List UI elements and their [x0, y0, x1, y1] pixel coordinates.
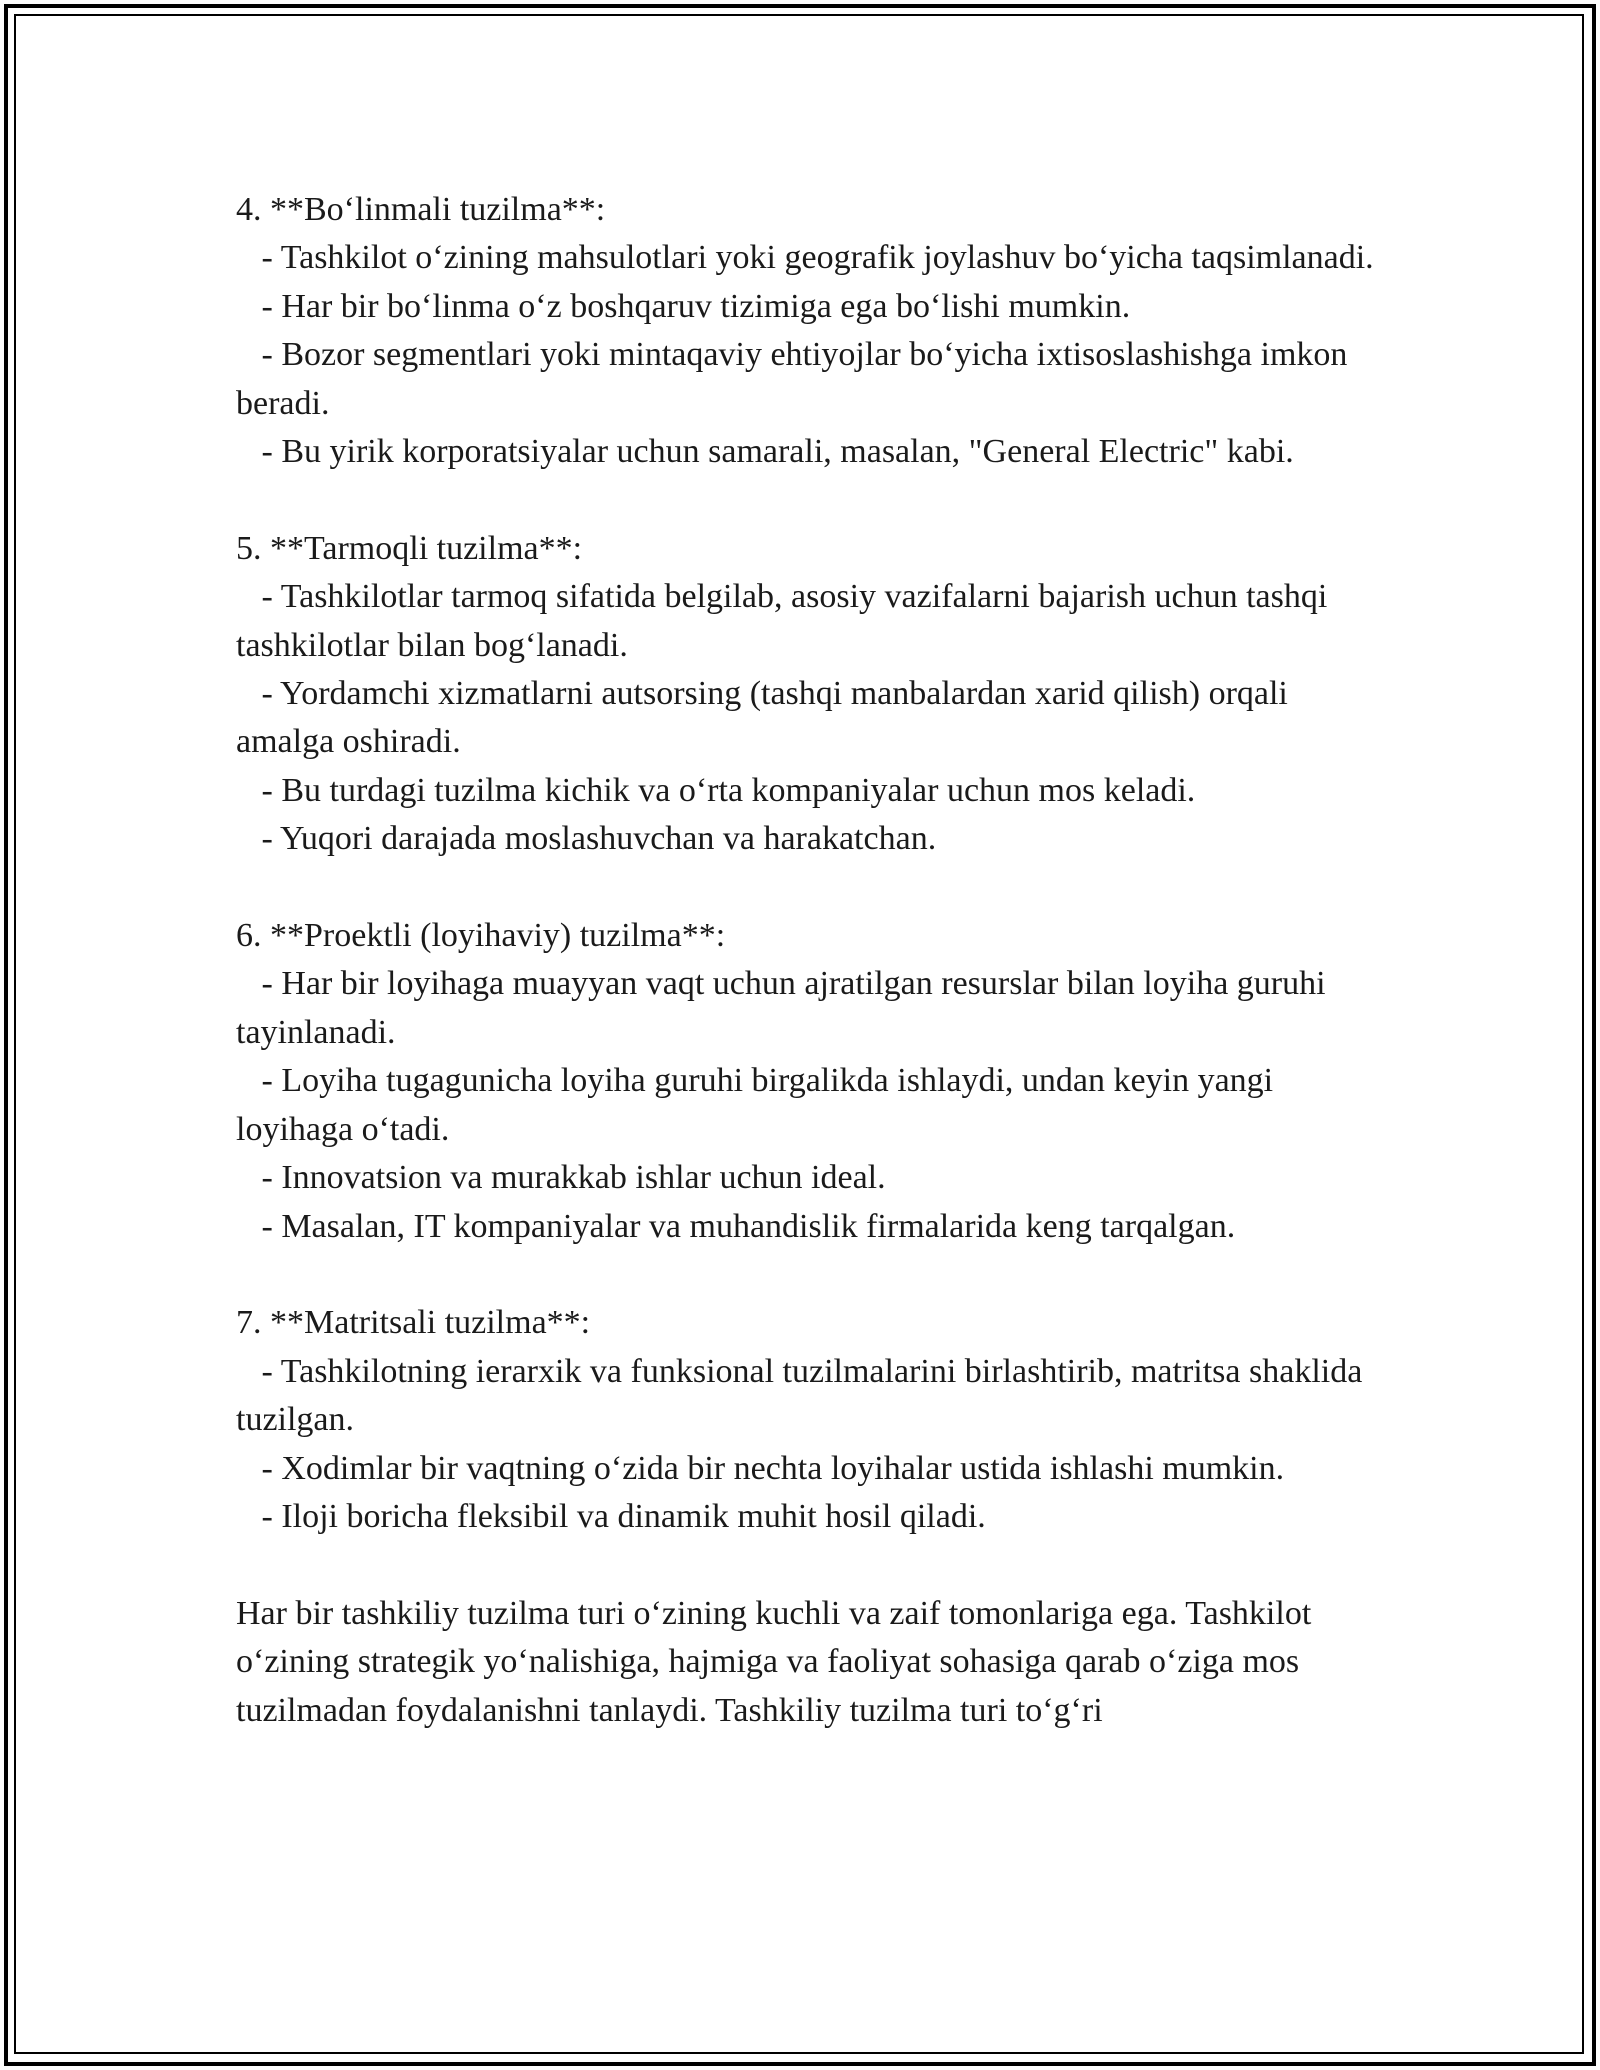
list-item: - Tashkilot o‘zining mahsulotlari yoki geografik joylashuv bo‘yicha taqsimlanadi. — [236, 239, 1374, 277]
list-item: - Masalan, IT kompaniyalar va muhandislik firmalarida keng tarqalgan. — [236, 1207, 1236, 1245]
list-item: - Tashkilotlar tarmoq sifatida belgilab, asosiy vazifalarni bajarish uchun tashqi tashkilotlar bilan bog‘lanadi. — [236, 578, 1336, 664]
list-item: - Xodimlar bir vaqtning o‘zida bir nechta loyihalar ustida ishlashi mumkin. — [236, 1449, 1285, 1487]
document-body — [236, 186, 1386, 1735]
section-heading: 6. **Proektli (loyihaviy) tuzilma**: — [236, 917, 726, 955]
section-heading: 5. **Tarmoqli tuzilma**: — [236, 529, 583, 567]
list-item: - Bu turdagi tuzilma kichik va o‘rta kompaniyalar uchun mos keladi. — [236, 771, 1196, 809]
list-item: - Innovatsion va murakkab ishlar uchun ideal. — [236, 1159, 886, 1197]
section-matrix-structure — [236, 1299, 1386, 1541]
section-heading: 7. **Matritsali tuzilma**: — [236, 1304, 591, 1342]
list-item: - Iloji boricha fleksibil va dinamik muhit hosil qiladi. — [236, 1497, 986, 1535]
closing-paragraph: Har bir tashkiliy tuzilma turi o‘zining kuchli va zaif tomonlariga ega. Tashkilot o‘zining strategik yo‘nalishiga, hajmiga va faoliyat sohasiga qarab o‘ziga mos tuzilmadan foydalanishni tanlaydi. Tashkiliy tuzilma turi to‘g‘ri — [236, 1594, 1312, 1729]
list-item: - Yuqori darajada moslashuvchan va harakatchan. — [236, 820, 937, 858]
section-network-structure — [236, 525, 1386, 864]
list-item: - Loyiha tugagunicha loyiha guruhi birgalikda ishlaydi, undan keyin yangi loyihaga o‘tadi. — [236, 1062, 1282, 1148]
list-item: - Yordamchi xizmatlarni autsorsing (tashqi manbalardan xarid qilish) orqali amalga oshiradi. — [236, 675, 1297, 761]
list-item: - Bozor segmentlari yoki mintaqaviy ehtiyojlar bo‘yicha ixtisoslashishga imkon beradi. — [236, 336, 1356, 422]
section-heading: 4. **Bo‘linmali tuzilma**: — [236, 191, 606, 228]
list-item: - Har bir loyihaga muayyan vaqt uchun ajratilgan resurslar bilan loyiha guruhi tayinlanadi. — [236, 965, 1335, 1051]
section-divisional-structure — [236, 186, 1386, 476]
list-item: - Tashkilotning ierarxik va funksional tuzilmalarini birlashtirib, matritsa shaklida tuzilgan. — [236, 1352, 1371, 1439]
list-item: - Har bir bo‘linma o‘z boshqaruv tizimiga ega bo‘lishi mumkin. — [236, 287, 1131, 325]
list-item: - Bu yirik korporatsiyalar uchun samarali, masalan, "General Electric" kabi. — [236, 433, 1294, 471]
section-project-structure — [236, 912, 1386, 1251]
